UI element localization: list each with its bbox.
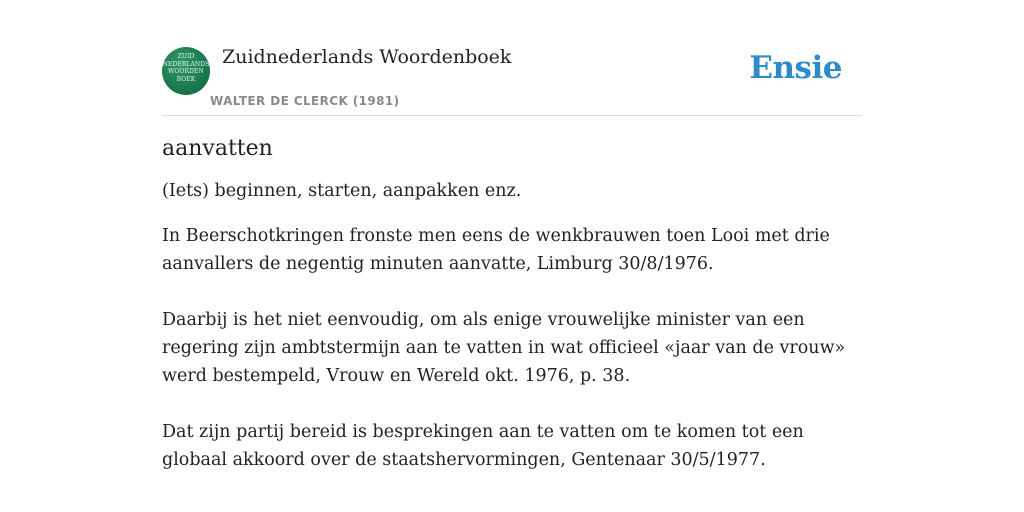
dictionary-header — [162, 40, 862, 116]
dictionary-author: WALTER DE CLERCK (1981) — [210, 94, 400, 108]
logo-lettering — [162, 53, 210, 83]
entry-content — [162, 136, 862, 502]
logo-line: BOEK — [176, 75, 196, 83]
entry-example: In Beerschotkringen fronste men eens de wenkbrauwen toen Looi met drie aanvallers de negentig minuten aanvatte, Limburg 30/8/1976. — [162, 226, 830, 274]
entry-example: Dat zijn partij bereid is besprekingen aan te vatten om te komen tot een globaal akkoord over de staatshervormingen, Gentenaar 30/5/1977. — [162, 422, 804, 470]
logo-line: NEDERLANDS — [162, 60, 210, 68]
dictionary-logo[interactable] — [162, 47, 210, 95]
dictionary-title[interactable]: Zuidnederlands Woordenboek — [222, 46, 512, 68]
entry-example: Daarbij is het niet eenvoudig, om als enige vrouwelijke minister van een regering zijn ambtstermijn aan te vatten in wat officieel «jaar van de vrouw» werd bestempeld, Vrouw en Wereld okt. 1976, p. 38. — [162, 310, 846, 386]
logo-line: WOORDEN — [168, 68, 204, 75]
entry-definition: (Iets) beginnen, starten, aanpakken enz. — [162, 181, 522, 201]
logo-line: ZUID — [177, 53, 195, 60]
entry-headword: aanvatten — [162, 136, 273, 161]
ensie-logo-link[interactable]: Ensie — [749, 50, 842, 86]
